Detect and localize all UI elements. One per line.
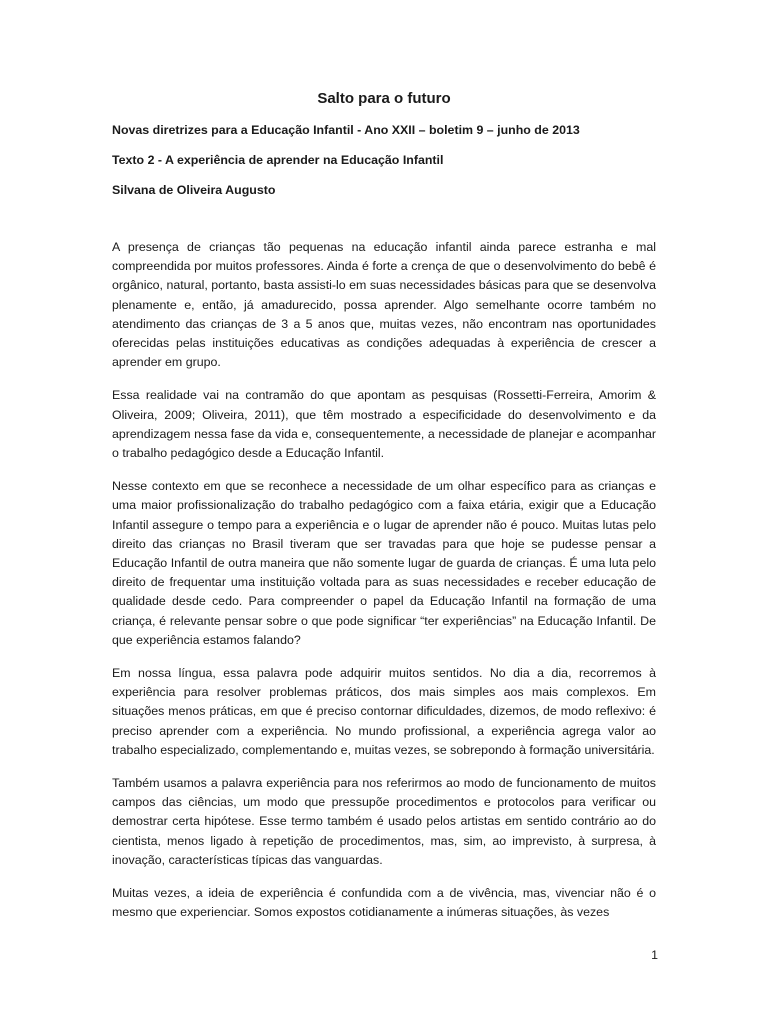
text-heading: Texto 2 - A experiência de aprender na Educação Infantil xyxy=(112,153,444,167)
author-name: Silvana de Oliveira Augusto xyxy=(112,183,276,197)
document-title: Salto para o futuro xyxy=(317,90,451,107)
paragraph-6: Muitas vezes, a ideia de experiência é confundida com a de vivência, mas, vivenciar não é o mesmo que experienciar. Somos expostos cotidianamente a inúmeras situações, às vezes xyxy=(112,886,656,920)
page-number: 1 xyxy=(651,948,658,962)
paragraph-4: Em nossa língua, essa palavra pode adquirir muitos sentidos. No dia a dia, recorremos à experiência para resolver problemas práticos, dos mais simples aos mais complexos. Em situações menos práticas, em que é preciso contornar dificuldades, dizemos, de modo reflexivo: é preciso aprender com a experiência. No mundo profissional, a experiência agrega valor ao trabalho especializado, complementando e, muitas vezes, se sobrepondo à formação universitária. xyxy=(112,666,656,757)
document-subtitle: Novas diretrizes para a Educação Infantil - Ano XXII – boletim 9 – junho de 2013 xyxy=(112,123,580,137)
paragraph-5: Também usamos a palavra experiência para nos referirmos ao modo de funcionamento de muitos campos das ciências, um modo que pressupõe procedimentos e protocolos para verificar ou demostrar certa hipótese. Esse termo também é usado pelos artistas em sentido contrário ao do cientista, menos ligado à repetição de procedimentos, mas, sim, ao imprevisto, à surpresa, à inovação, características típicas das vanguardas. xyxy=(112,776,656,867)
paragraph-3: Nesse contexto em que se reconhece a necessidade de um olhar específico para as crianças e uma maior profissionalização do trabalho pedagógico com a faixa etária, exigir que a Educação Infantil assegure o tempo para a experiência e o lugar de aprender não é pouco. Muitas lutas pelo direito das crianças no Brasil tiveram que ser travadas para que hoje se pudesse pensar a Educação Infantil de outra maneira que não somente lugar de guarda de crianças. É uma luta pelo direito de frequentar uma instituição voltada para as suas necessidades e receber educação de qualidade desde cedo. Para compreender o papel da Educação Infantil na formação de uma criança, é relevante pensar sobre o que pode significar “ter experiências” na Educação Infantil. De que experiência estamos falando? xyxy=(112,479,656,647)
paragraph-2: Essa realidade vai na contramão do que apontam as pesquisas (Rossetti-Ferreira, Amorim & Oliveira, 2009; Oliveira, 2011), que têm mostrado a especificidade do desenvolvimento e da aprendizagem nessa fase da vida e, consequentemente, a necessidade de planejar e acompanhar o trabalho pedagógico desde a Educação Infantil. xyxy=(112,388,656,461)
paragraph-1: A presença de crianças tão pequenas na educação infantil ainda parece estranha e mal compreendida por muitos professores. Ainda é forte a crença de que o desenvolvimento do bebê é orgânico, natural, portanto, basta assisti-lo em suas necessidades básicas para que se desenvolva plenamente e, então, já amadurecido, possa aprender. Algo semelhante ocorre também no atendimento das crianças de 3 a 5 anos que, muitas vezes, não encontram nas oportunidades oferecidas pelas instituições educativas as condições adequadas à experiência de crescer a aprender em grupo. xyxy=(112,240,656,370)
